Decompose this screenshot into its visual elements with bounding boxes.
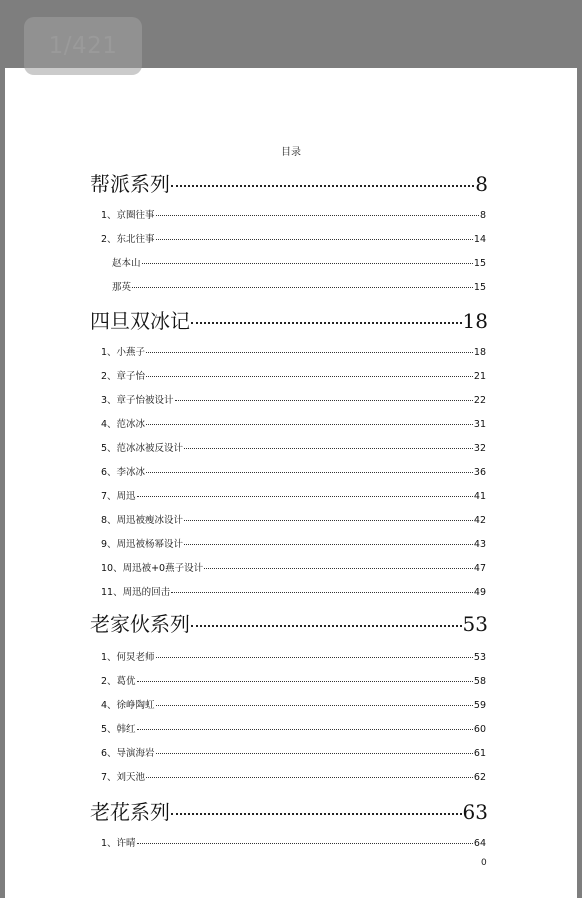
toc-section-heading[interactable] xyxy=(90,796,488,825)
toc-entry-label: 7、周迅 xyxy=(101,491,136,502)
toc-section-title: 老花系列 xyxy=(90,800,170,824)
toc-dot-leader xyxy=(171,813,462,815)
document-page[interactable] xyxy=(5,68,577,898)
toc-entry-page: 60 xyxy=(473,724,486,735)
toc-entry-page: 8 xyxy=(479,210,486,221)
toc-dot-leader xyxy=(156,239,473,240)
toc-entry-label: 5、韩红 xyxy=(101,724,136,735)
toc-entry-label: 8、周迅被瘦冰设计 xyxy=(101,515,184,526)
toc-entry[interactable] xyxy=(101,649,486,663)
toc-entry[interactable] xyxy=(101,488,486,502)
toc-entry-label: 1、京圈往事 xyxy=(101,210,155,221)
footer-page-number: 0 xyxy=(481,858,487,868)
toc-entry[interactable] xyxy=(101,440,486,454)
toc-entry[interactable] xyxy=(101,231,486,245)
toc-entry[interactable] xyxy=(101,745,486,759)
toc-entry-label: 那英 xyxy=(112,282,132,293)
toc-section-title: 帮派系列 xyxy=(90,172,170,196)
toc-entry-page: 43 xyxy=(473,539,486,550)
toc-dot-leader xyxy=(184,544,473,545)
toc-entry-label: 1、小燕子 xyxy=(101,347,146,358)
toc-entry[interactable] xyxy=(101,835,486,849)
toc-dot-leader xyxy=(146,777,473,778)
toc-title: 目录 xyxy=(281,147,301,158)
toc-dot-leader xyxy=(137,681,473,682)
toc-dot-leader xyxy=(146,424,473,425)
toc-entry-page: 53 xyxy=(473,652,486,663)
toc-entry[interactable] xyxy=(101,392,486,406)
toc-entry[interactable] xyxy=(101,769,486,783)
toc-section-heading[interactable] xyxy=(90,168,488,197)
toc-entry-page: 47 xyxy=(473,563,486,574)
toc-entry-page: 15 xyxy=(473,282,486,293)
toc-entry-page: 62 xyxy=(473,772,486,783)
toc-entry[interactable] xyxy=(101,512,486,526)
toc-dot-leader xyxy=(142,263,473,264)
toc-entry[interactable] xyxy=(112,255,486,269)
toc-dot-leader xyxy=(156,215,479,216)
toc-entry[interactable] xyxy=(101,464,486,478)
toc-entry-label: 1、何炅老师 xyxy=(101,652,155,663)
toc-section-heading[interactable] xyxy=(90,305,488,334)
toc-entry-page: 64 xyxy=(473,838,486,849)
toc-dot-leader xyxy=(137,729,473,730)
toc-dot-leader xyxy=(191,322,462,324)
toc-entry-page: 41 xyxy=(473,491,486,502)
toc-entry-label: 6、李冰冰 xyxy=(101,467,146,478)
toc-dot-leader xyxy=(191,625,462,627)
toc-entry[interactable] xyxy=(101,416,486,430)
toc-entry-label: 9、周迅被杨幂设计 xyxy=(101,539,184,550)
toc-dot-leader xyxy=(132,287,473,288)
toc-entry-page: 42 xyxy=(473,515,486,526)
toc-entry-label: 1、许晴 xyxy=(101,838,136,849)
toc-entry-label: 11、周迅的回击 xyxy=(101,587,171,598)
toc-entry-page: 18 xyxy=(473,347,486,358)
toc-dot-leader xyxy=(137,496,473,497)
toc-dot-leader xyxy=(184,448,473,449)
toc-dot-leader xyxy=(146,472,473,473)
toc-entry-page: 14 xyxy=(473,234,486,245)
toc-dot-leader xyxy=(156,705,473,706)
toc-entry-page: 36 xyxy=(473,467,486,478)
toc-entry[interactable] xyxy=(101,344,486,358)
toc-entry-page: 49 xyxy=(473,587,486,598)
page-counter: 1/421 xyxy=(24,17,142,75)
toc-entry-page: 15 xyxy=(473,258,486,269)
toc-entry[interactable] xyxy=(112,279,486,293)
toc-section-page: 18 xyxy=(462,309,488,333)
toc-entry[interactable] xyxy=(101,207,486,221)
toc-entry-label: 2、章子怡 xyxy=(101,371,146,382)
toc-entry-page: 61 xyxy=(473,748,486,759)
toc-entry-label: 4、范冰冰 xyxy=(101,419,146,430)
toc-entry[interactable] xyxy=(101,673,486,687)
toc-entry-label: 赵本山 xyxy=(112,258,141,269)
toc-entry-label: 2、葛优 xyxy=(101,676,136,687)
toc-dot-leader xyxy=(171,592,473,593)
toc-section-page: 63 xyxy=(462,800,488,824)
toc-entry-label: 6、导演海岩 xyxy=(101,748,155,759)
toc-entry[interactable] xyxy=(101,536,486,550)
toc-dot-leader xyxy=(146,376,473,377)
toc-dot-leader xyxy=(171,185,474,187)
toc-entry-page: 32 xyxy=(473,443,486,454)
toc-section-title: 老家伙系列 xyxy=(90,612,190,636)
toc-dot-leader xyxy=(156,753,473,754)
toc-entry[interactable] xyxy=(101,721,486,735)
toc-section-page: 8 xyxy=(475,172,488,196)
toc-dot-leader xyxy=(184,520,473,521)
toc-entry[interactable] xyxy=(101,368,486,382)
toc-entry[interactable] xyxy=(101,697,486,711)
toc-entry-label: 3、章子怡被设计 xyxy=(101,395,174,406)
toc-entry-label: 4、徐峥陶虹 xyxy=(101,700,155,711)
toc-section-page: 53 xyxy=(462,612,488,636)
toc-entry-page: 21 xyxy=(473,371,486,382)
toc-dot-leader xyxy=(137,843,473,844)
toc-entry-label: 5、范冰冰被反设计 xyxy=(101,443,184,454)
toc-entry-page: 22 xyxy=(473,395,486,406)
toc-dot-leader xyxy=(146,352,473,353)
toc-dot-leader xyxy=(204,568,473,569)
toc-dot-leader xyxy=(156,657,473,658)
toc-entry[interactable] xyxy=(101,584,486,598)
toc-entry[interactable] xyxy=(101,560,486,574)
toc-section-title: 四旦双冰记 xyxy=(90,309,190,333)
toc-entry-label: 10、周迅被+0燕子设计 xyxy=(101,563,204,574)
toc-section-heading[interactable] xyxy=(90,608,488,637)
toc-entry-page: 58 xyxy=(473,676,486,687)
toc-entry-label: 2、东北往事 xyxy=(101,234,155,245)
toc-dot-leader xyxy=(175,400,473,401)
toc-entry-label: 7、刘天池 xyxy=(101,772,146,783)
toc-entry-page: 59 xyxy=(473,700,486,711)
toc-entry-page: 31 xyxy=(473,419,486,430)
